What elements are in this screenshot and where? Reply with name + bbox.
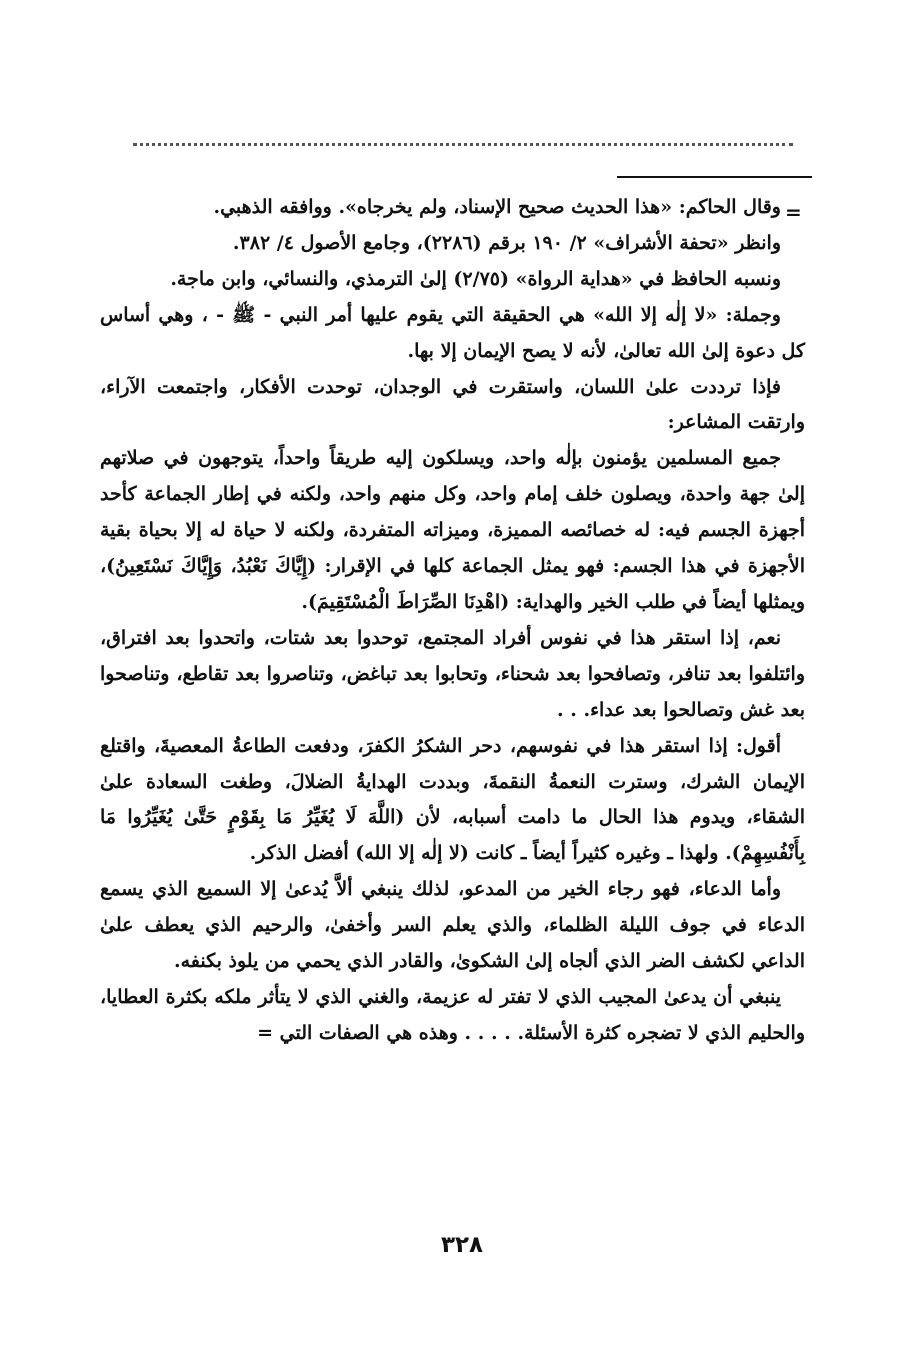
footnote-paragraph-8: أقول: إذا استقر هذا في نفوسهم، دحر الشكرُ الكفرَ، ودفعت الطاعةُ المعصيةَ، واقتلع الإيمان الشرك، وسترت النعمةُ النقمةَ، وبددت الهدايةُ الضلالَ، وطغت السعادة علىٰ الشقاء، ويدوم هذا الحال ما دامت أسبابه، لأن (اللَّهَ لَا يُغَيِّرُ مَا بِقَوْمٍ حَتَّىٰ يُغَيِّرُوا مَا بِأَنْفُسِهِمْ). ولهذا ـ وغيره كثيراً أيضاً ـ كانت (لا إلٰه إلا الله) أفضل الذكر.	[100, 734, 805, 865]
footnote-paragraph-1: وقال الحاكم: «هذا الحديث صحيح الإسناد، ولم يخرجاه». ووافقه الذهبي.	[213, 196, 781, 218]
footnote-paragraph-9: وأما الدعاء، فهو رجاء الخير من المدعو، لذلك ينبغي ألاَّ يُدعىٰ إلا السميع الذي يسمع الدعاء في جوف الليلة الظلماء، والذي يعلم السر وأخفىٰ، والرحيم الذي يعطف علىٰ الداعي لكشف الضر الذي ألجاه إلىٰ الشكوىٰ، والقادر الذي يحمي من يلوذ بكنفه.	[100, 878, 805, 973]
footnote-paragraph-7: نعم، إذا استقر هذا في نفوس أفراد المجتمع، توحدوا بعد شتات، واتحدوا بعد افتراق، وائتلفوا بعد تنافر، وتصافحوا بعد شحناء، وتحابوا بعد تباغض، وتناصروا بعد تقاطع، وتناصحوا بعد غش وتصالحوا بعد عداء. . .	[100, 626, 805, 721]
footnote-paragraph-10: ينبغي أن يدعىٰ المجيب الذي لا تفتر له عزيمة، والغني الذي لا يتأثر ملكه بكثرة العطايا، والحليم الذي لا تضجره كثرة الأسئلة. . . . . وهذه هي الصفات التي =	[100, 985, 805, 1044]
footnote-paragraph-2: وانظر «تحفة الأشراف» ٢/ ١٩٠ برقم (٢٢٨٦)، وجامع الأصول ٤/ ٣٨٢.	[232, 231, 781, 254]
footnote-paragraph-4: وجملة: «لا إلٰه إلا الله» هي الحقيقة التي يقوم عليها أمر النبي - ﷺ - ، وهي أساس كل دعوة إلىٰ الله تعالىٰ، لأنه لا يصح الإيمان إلا بها.	[100, 303, 805, 362]
page-number: ٣٢٨	[440, 1232, 484, 1258]
footnote-continuation-marker: =	[785, 200, 802, 224]
footnote-paragraph-5: فإذا ترددت علىٰ اللسان، واستقرت في الوجدان، توحدت الأفكار، واجتمعت الآراء، وارتقت المشاعر:	[100, 375, 805, 434]
footnote-separator-rule	[617, 176, 812, 178]
footnote-paragraph-3: ونسبه الحافظ في «هداية الرواة» (٢/٧٥) إلىٰ الترمذي، والنسائي، وابن ماجة.	[170, 267, 781, 290]
footnote-paragraph-6: جميع المسلمين يؤمنون بإلٰه واحد، ويسلكون إليه طريقاً واحداً، يتوجهون في صلاتهم إلىٰ جهة واحدة، ويصلون خلف إمام واحد، وكل منهم واحد، ولكنه في إطار الجماعة كأحد أجهزة الجسم فيه: له خصائصه المميزة، وميزاته المتفردة، ولكنه لا حياة له إلا بحياة بقية الأجهزة في هذا الجسم: فهو يمثل الجماعة كلها في الإقرار: (إِيَّاكَ نَعْبُدُ، وَإِيَّاكَ نَسْتَعِينُ)، ويمثلها أيضاً في طلب الخير والهداية: (اهْدِنَا الصِّرَاطَ الْمُسْتَقِيمَ).	[100, 447, 805, 613]
header-dotted-rule	[133, 143, 793, 146]
footnote-text-block	[100, 190, 805, 1052]
